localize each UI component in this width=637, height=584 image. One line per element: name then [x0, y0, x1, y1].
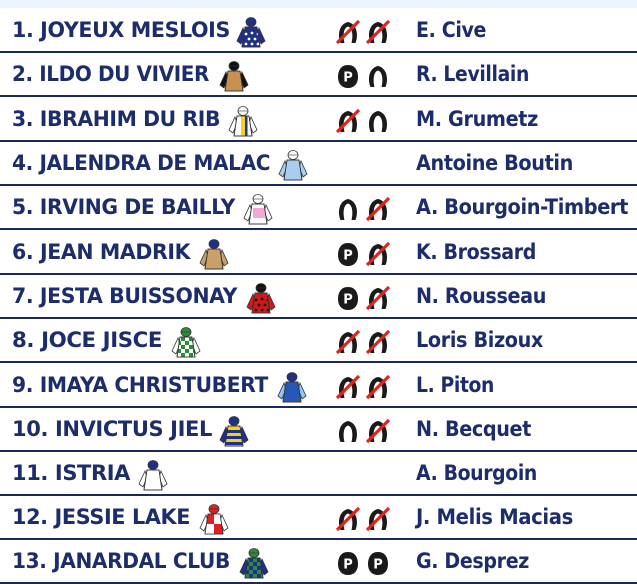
runner-row[interactable] — [0, 276, 637, 319]
runner-row[interactable] — [0, 320, 637, 363]
plate-p-icon — [334, 62, 362, 90]
removed-shoe-icon — [364, 373, 392, 401]
horse-name: 1. JOYEUX MESLOIS — [12, 18, 230, 42]
jockey-name: N. Rousseau — [416, 284, 546, 308]
jockey-name: L. Piton — [416, 373, 495, 397]
shoeing-indicators — [334, 18, 394, 46]
silk-icon — [236, 544, 272, 580]
silk-icon — [233, 13, 269, 49]
horse-name: 7. JESTA BUISSONAY — [12, 284, 238, 308]
removed-shoe-icon — [364, 328, 392, 356]
shoeing-indicators — [334, 195, 394, 223]
horseshoe-icon — [364, 107, 392, 135]
jockey-name: G. Desprez — [416, 549, 529, 573]
removed-shoe-icon — [334, 18, 362, 46]
shoeing-indicators — [334, 417, 394, 445]
horse-name: 11. ISTRIA — [12, 461, 131, 485]
removed-shoe-icon — [334, 107, 362, 135]
removed-shoe-icon — [364, 18, 392, 46]
silk-icon — [225, 102, 261, 138]
silk-icon — [240, 190, 276, 226]
runner-row[interactable] — [0, 453, 637, 496]
jockey-name: A. Bourgoin — [416, 461, 537, 485]
horse-name: 12. JESSIE LAKE — [12, 505, 191, 529]
shoeing-indicators — [334, 151, 394, 179]
shoeing-indicators — [334, 284, 394, 312]
svg-text:P: P — [373, 557, 383, 573]
removed-shoe-icon — [334, 373, 362, 401]
removed-shoe-icon — [364, 240, 392, 268]
jockey-name: E. Cive — [416, 18, 487, 42]
horse-name: 8. JOCE JISCE — [12, 328, 163, 352]
jockey-name: J. Melis Macias — [416, 505, 573, 529]
shoeing-indicators — [334, 549, 394, 577]
horse-name: 3. IBRAHIM DU RIB — [12, 107, 221, 131]
silk-icon — [135, 456, 171, 492]
shoeing-indicators — [334, 328, 394, 356]
runner-row[interactable] — [0, 99, 637, 142]
shoeing-indicators — [334, 62, 394, 90]
jockey-name: K. Brossard — [416, 240, 537, 264]
silk-icon — [196, 500, 232, 536]
runner-row[interactable] — [0, 54, 637, 97]
silk-icon — [274, 368, 310, 404]
plate-p-icon — [334, 240, 362, 268]
shoeing-indicators — [334, 505, 394, 533]
plate-p-icon — [364, 549, 392, 577]
runner-row[interactable] — [0, 232, 637, 275]
svg-text:P: P — [343, 557, 353, 573]
silk-icon — [216, 412, 252, 448]
silk-icon — [243, 279, 279, 315]
shoeing-indicators — [334, 373, 394, 401]
plate-p-icon — [334, 284, 362, 312]
horse-name: 5. IRVING DE BAILLY — [12, 195, 235, 219]
runner-row[interactable] — [0, 10, 637, 53]
runner-row[interactable] — [0, 541, 637, 584]
horse-name: 2. ILDO DU VIVIER — [12, 62, 209, 86]
horse-name: 4. JALENDRA DE MALAC — [12, 151, 271, 175]
silk-icon — [196, 235, 232, 271]
runner-row[interactable] — [0, 365, 637, 408]
horseshoe-icon — [334, 417, 362, 445]
runner-row[interactable] — [0, 409, 637, 452]
shoeing-indicators — [334, 461, 394, 489]
silk-icon — [275, 146, 311, 182]
shoeing-indicators — [334, 107, 394, 135]
horse-name: 10. INVICTUS JIEL — [12, 417, 212, 441]
removed-shoe-icon — [334, 505, 362, 533]
plate-p-icon — [334, 549, 362, 577]
svg-text:P: P — [343, 70, 353, 86]
svg-text:P: P — [343, 292, 353, 308]
header-strip — [0, 0, 637, 8]
horse-name: 6. JEAN MADRIK — [12, 240, 191, 264]
shoeing-indicators — [334, 240, 394, 268]
runner-row[interactable] — [0, 143, 637, 186]
removed-shoe-icon — [364, 505, 392, 533]
removed-shoe-icon — [364, 284, 392, 312]
jockey-name: Antoine Boutin — [416, 151, 573, 175]
svg-text:P: P — [343, 248, 353, 264]
removed-shoe-icon — [334, 328, 362, 356]
horseshoe-icon — [334, 195, 362, 223]
silk-icon — [168, 323, 204, 359]
jockey-name: Loris Bizoux — [416, 328, 543, 352]
jockey-name: R. Levillain — [416, 62, 530, 86]
runner-row[interactable] — [0, 187, 637, 230]
removed-shoe-icon — [364, 195, 392, 223]
jockey-name: A. Bourgoin-Timbert — [416, 195, 628, 219]
horse-name: 13. JANARDAL CLUB — [12, 549, 230, 573]
runner-row[interactable] — [0, 497, 637, 540]
horse-name: 9. IMAYA CHRISTUBERT — [12, 373, 268, 397]
silk-icon — [216, 57, 252, 93]
horseshoe-icon — [364, 62, 392, 90]
jockey-name: N. Becquet — [416, 417, 532, 441]
removed-shoe-icon — [364, 417, 392, 445]
jockey-name: M. Grumetz — [416, 107, 538, 131]
